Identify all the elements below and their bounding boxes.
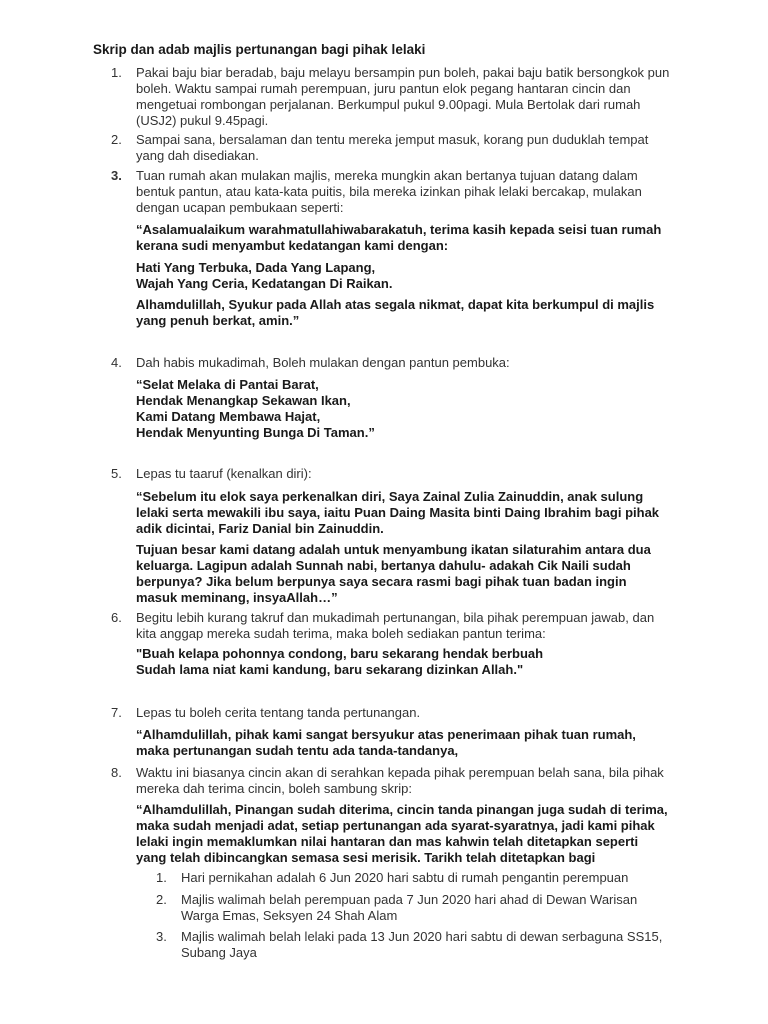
subitem-number-3: 3. bbox=[156, 929, 167, 944]
quote-line: Sudah lama niat kami kandung, baru sekarang dizinkan Allah." bbox=[136, 662, 524, 677]
text-line: Lepas tu taaruf (kenalkan diri): bbox=[136, 466, 312, 481]
quote-line: kerana sudi menyambut kedatangan kami dengan: bbox=[136, 238, 449, 253]
item-8-text bbox=[136, 765, 676, 797]
item-3-text bbox=[136, 168, 676, 216]
item-7-quote bbox=[136, 727, 676, 759]
quote-line: lelaki ingin memaklumkan nilai hantaran dan mas kahwin telah ditetapkan seperti bbox=[136, 834, 639, 849]
text-line: Begitu lebih kurang takruf dan mukadimah pertunangan, bila pihak perempuan jawab, dan bbox=[136, 610, 655, 625]
text-line: boleh. Waktu sampai rumah perempuan, juru pantun elok pegang hantaran cincin dan bbox=[136, 81, 631, 96]
item-number-4: 4. bbox=[111, 355, 122, 370]
text-line: Lepas tu boleh cerita tentang tanda pertunangan. bbox=[136, 705, 421, 720]
text-line: Pakai baju biar beradab, baju melayu bersampin pun boleh, pakai baju batik bersongkok pun bbox=[136, 65, 670, 80]
item-number-1: 1. bbox=[111, 65, 122, 80]
quote-line: maka pertunangan sudah tentu ada tanda-tandanya, bbox=[136, 743, 459, 758]
quote-line: “Selat Melaka di Pantai Barat, bbox=[136, 377, 319, 392]
item-7-text bbox=[136, 705, 676, 721]
subitem-2-text bbox=[181, 892, 681, 924]
item-8-quote bbox=[136, 802, 676, 866]
item-number-3: 3. bbox=[111, 168, 122, 183]
item-3-quote-2 bbox=[136, 260, 676, 292]
item-5-quote-1 bbox=[136, 489, 676, 537]
quote-line: Tujuan besar kami datang adalah untuk menyambung ikatan silaturahim antara dua bbox=[136, 542, 651, 557]
text-line: (USJ2) pukul 9.45pagi. bbox=[136, 113, 269, 128]
item-5-quote-2 bbox=[136, 542, 676, 606]
quote-line: lelaki serta mewakili ibu saya, iaitu Puan Daing Masita binti Daing Ibrahim bagi pihak bbox=[136, 505, 660, 520]
item-4-quote-pantun bbox=[136, 377, 676, 441]
quote-line: “Asalamualaikum warahmatullahiwabarakatuh, terima kasih kepada seisi tuan rumah bbox=[136, 222, 662, 237]
text-line: Warga Emas, Seksyen 24 Shah Alam bbox=[181, 908, 398, 923]
item-number-2: 2. bbox=[111, 132, 122, 147]
text-line: Tuan rumah akan mulakan majlis, mereka mungkin akan bertanya tujuan datang dalam bbox=[136, 168, 638, 183]
quote-line: keluarga. Lagipun adalah Sunnah nabi, bertanya dahulu- adakah Cik Naili sudah bbox=[136, 558, 631, 573]
subitem-1-text bbox=[181, 870, 681, 886]
quote-line: Hendak Menangkap Sekawan Ikan, bbox=[136, 393, 351, 408]
quote-line: Hati Yang Terbuka, Dada Yang Lapang, bbox=[136, 260, 376, 275]
quote-line: “Alhamdulillah, pihak kami sangat bersyukur atas penerimaan pihak tuan rumah, bbox=[136, 727, 636, 742]
text-line: mereka dah terima cincin, boleh sambung skrip: bbox=[136, 781, 413, 796]
document-title: Skrip dan adab majlis pertunangan bagi pihak lelaki bbox=[93, 42, 426, 57]
item-number-7: 7. bbox=[111, 705, 122, 720]
quote-line: adik dicintai, Fariz Danial bin Zainuddin. bbox=[136, 521, 384, 536]
text-line: Majlis walimah belah lelaki pada 13 Jun 2020 hari sabtu di dewan serbaguna SS15, bbox=[181, 929, 663, 944]
quote-line: "Buah kelapa pohonnya condong, baru sekarang hendak berbuah bbox=[136, 646, 544, 661]
text-line: Subang Jaya bbox=[181, 945, 257, 960]
quote-line: berpunya? Jika belum berpunya saya secara rasmi bagi pihak tuan badan ingin bbox=[136, 574, 627, 589]
item-number-5: 5. bbox=[111, 466, 122, 481]
text-line: bentuk pantun, atau kata-kata puitis, bila mereka izinkan pihak lelaki bercakap, mulakan bbox=[136, 184, 642, 199]
text-line: dengan ucapan pembukaan seperti: bbox=[136, 200, 344, 215]
text-line: yang dah disediakan. bbox=[136, 148, 259, 163]
item-6-text bbox=[136, 610, 676, 642]
quote-line: “Sebelum itu elok saya perkenalkan diri, Saya Zainal Zulia Zainuddin, anak sulung bbox=[136, 489, 644, 504]
text-line: Sampai sana, bersalaman dan tentu mereka jemput masuk, korang pun duduklah tempat bbox=[136, 132, 649, 147]
quote-line: Hendak Menyunting Bunga Di Taman.” bbox=[136, 425, 375, 440]
subitem-number-1: 1. bbox=[156, 870, 167, 885]
subitem-3-text bbox=[181, 929, 681, 961]
quote-line: masuk meminang, insyaAllah…” bbox=[136, 590, 338, 605]
item-1-text bbox=[136, 65, 676, 129]
quote-line: Kami Datang Membawa Hajat, bbox=[136, 409, 321, 424]
item-4-text bbox=[136, 355, 676, 371]
text-line: Waktu ini biasanya cincin akan di serahkan kepada pihak perempuan belah sana, bila pihak bbox=[136, 765, 664, 780]
quote-line: Alhamdulillah, Syukur pada Allah atas segala nikmat, dapat kita berkumpul di majlis bbox=[136, 297, 655, 312]
text-line: Dah habis mukadimah, Boleh mulakan dengan pantun pembuka: bbox=[136, 355, 510, 370]
text-line: kita anggap mereka sudah terima, maka boleh sediakan pantun terima: bbox=[136, 626, 546, 641]
text-line: mengetuai rombongan perjalanan. Berkumpul pukul 9.00pagi. Mula Bertolak dari rumah bbox=[136, 97, 641, 112]
item-6-quote-pantun bbox=[136, 646, 676, 678]
item-5-text bbox=[136, 466, 676, 482]
quote-line: Wajah Yang Ceria, Kedatangan Di Raikan. bbox=[136, 276, 393, 291]
subitem-number-2: 2. bbox=[156, 892, 167, 907]
item-3-quote-1 bbox=[136, 222, 676, 254]
item-number-6: 6. bbox=[111, 610, 122, 625]
item-number-8: 8. bbox=[111, 765, 122, 780]
quote-line: maka sudah menjadi adat, setiap pertunangan ada syarat-syaratnya, jadi kami pihak bbox=[136, 818, 655, 833]
quote-line: yang penuh berkat, amin.” bbox=[136, 313, 300, 328]
item-2-text bbox=[136, 132, 676, 164]
text-line: Hari pernikahan adalah 6 Jun 2020 hari sabtu di rumah pengantin perempuan bbox=[181, 870, 629, 885]
item-3-quote-3 bbox=[136, 297, 676, 329]
quote-line: “Alhamdulillah, Pinangan sudah diterima, cincin tanda pinangan juga sudah di terima, bbox=[136, 802, 668, 817]
quote-line: yang telah dibincangkan semasa sesi merisik. Tarikh telah ditetapkan bagi bbox=[136, 850, 596, 865]
text-line: Majlis walimah belah perempuan pada 7 Jun 2020 hari ahad di Dewan Warisan bbox=[181, 892, 638, 907]
